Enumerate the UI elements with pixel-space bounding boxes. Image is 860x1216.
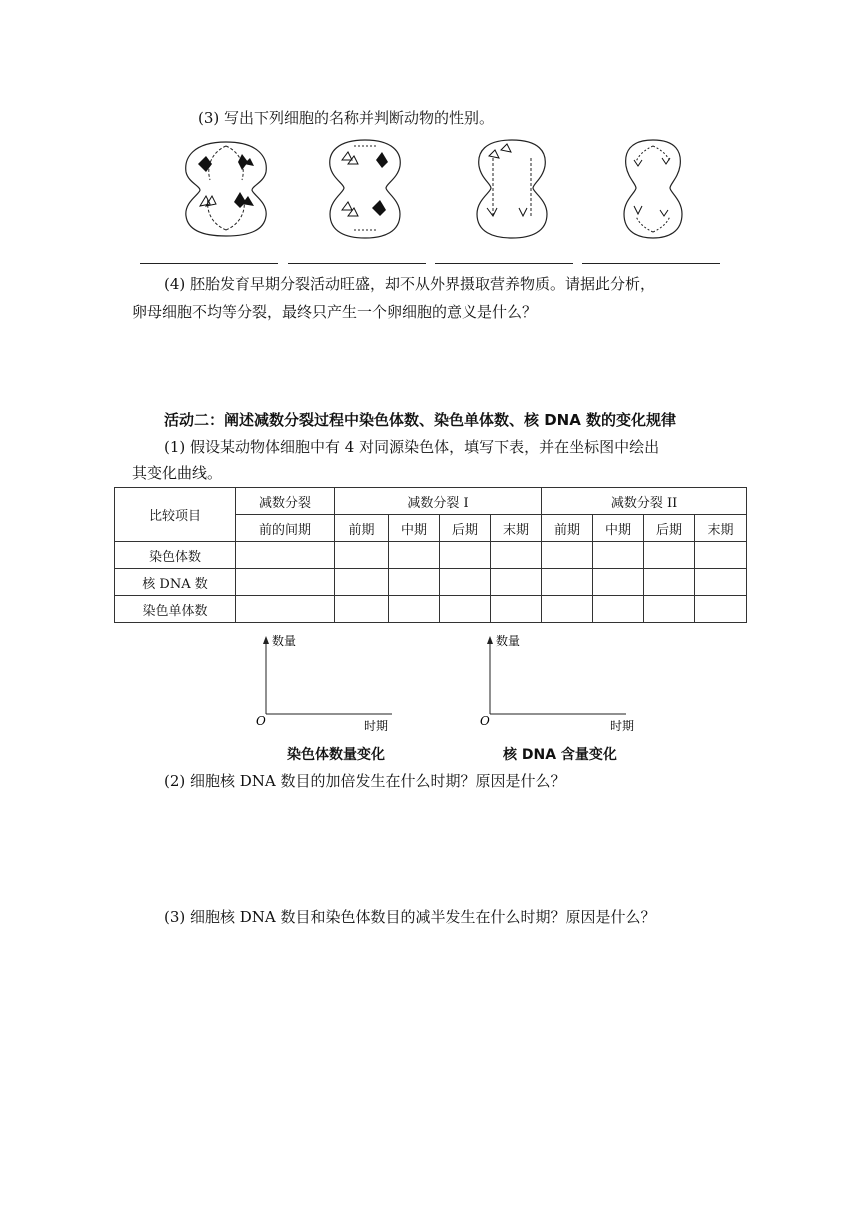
table-row xyxy=(115,596,747,623)
answer-blank-4[interactable] xyxy=(582,263,720,264)
header-interphase-line-1: 减数分裂 xyxy=(236,488,335,515)
header-m1-metaphase: 中期 xyxy=(389,515,440,542)
table-cell[interactable] xyxy=(644,569,695,596)
header-m1-telophase: 末期 xyxy=(491,515,542,542)
header-m1-prophase: 前期 xyxy=(335,515,389,542)
table-cell[interactable] xyxy=(695,596,747,623)
table-cell[interactable] xyxy=(389,542,440,569)
cell-figure-1 xyxy=(178,136,274,242)
header-meiosis-1: 减数分裂 I xyxy=(335,488,542,515)
row-label-chromatid: 染色单体数 xyxy=(115,596,236,623)
table-cell[interactable] xyxy=(389,569,440,596)
chart-2-ylabel: 数量 xyxy=(496,634,521,648)
chart-1-xlabel: 时期 xyxy=(364,719,389,733)
header-m2-anaphase: 后期 xyxy=(644,515,695,542)
answer-blank-3[interactable] xyxy=(435,263,573,264)
table-cell[interactable] xyxy=(593,569,644,596)
chart-2-origin: O xyxy=(480,714,490,728)
table-row xyxy=(115,542,747,569)
table-cell[interactable] xyxy=(440,542,491,569)
chart-2-caption: 核 DNA 含量变化 xyxy=(503,747,617,763)
table-cell[interactable] xyxy=(593,596,644,623)
table-cell[interactable] xyxy=(389,596,440,623)
table-cell[interactable] xyxy=(695,542,747,569)
table-cell[interactable] xyxy=(491,596,542,623)
table-cell[interactable] xyxy=(695,569,747,596)
answer-blank-2[interactable] xyxy=(288,263,426,264)
header-m2-telophase: 末期 xyxy=(695,515,747,542)
table-row xyxy=(115,569,747,596)
row-label-chromosome: 染色体数 xyxy=(115,542,236,569)
table-cell[interactable] xyxy=(491,542,542,569)
header-m2-metaphase: 中期 xyxy=(593,515,644,542)
cell-figure-4 xyxy=(620,136,686,242)
question-4-line-1: (4) 胚胎发育早期分裂活动旺盛，却不从外界摄取营养物质。请据此分析， xyxy=(164,275,656,293)
meiosis-table xyxy=(114,487,747,623)
header-m2-prophase: 前期 xyxy=(542,515,593,542)
chart-chromosome-axes[interactable] xyxy=(252,630,402,736)
activity-2-title: 活动二：阐述减数分裂过程中染色体数、染色单体数、核 DNA 数的变化规律 xyxy=(164,411,677,429)
table-cell[interactable] xyxy=(236,542,335,569)
table-cell[interactable] xyxy=(593,542,644,569)
table-cell[interactable] xyxy=(491,569,542,596)
table-cell[interactable] xyxy=(440,596,491,623)
table-cell[interactable] xyxy=(644,596,695,623)
question-4-line-2: 卵母细胞不均等分裂，最终只产生一个卵细胞的意义是什么？ xyxy=(132,303,538,321)
table-cell[interactable] xyxy=(236,596,335,623)
chart-1-ylabel: 数量 xyxy=(272,634,297,648)
header-m1-anaphase: 后期 xyxy=(440,515,491,542)
cell-figure-2 xyxy=(326,136,404,242)
header-compare-item: 比较项目 xyxy=(115,488,236,542)
header-meiosis-2: 减数分裂 II xyxy=(542,488,747,515)
row-label-nuclear-dna: 核 DNA 数 xyxy=(115,569,236,596)
activity-2-q1-line-2: 其变化曲线。 xyxy=(132,464,223,482)
table-cell[interactable] xyxy=(335,542,389,569)
table-cell[interactable] xyxy=(542,569,593,596)
table-cell[interactable] xyxy=(236,569,335,596)
activity-2-q1-line-1: (1) 假设某动物体细胞中有 4 对同源染色体，填写下表，并在坐标图中绘出 xyxy=(164,438,660,456)
chart-2-xlabel: 时期 xyxy=(610,719,635,733)
answer-blank-1[interactable] xyxy=(140,263,278,264)
question-3-text: (3) 写出下列细胞的名称并判断动物的性别。 xyxy=(198,109,495,127)
chart-1-origin: O xyxy=(256,714,266,728)
activity-2-q3: (3) 细胞核 DNA 数目和染色体数目的减半发生在什么时期？原因是什么？ xyxy=(164,908,656,926)
table-cell[interactable] xyxy=(542,596,593,623)
table-cell[interactable] xyxy=(335,596,389,623)
table-cell[interactable] xyxy=(542,542,593,569)
table-cell[interactable] xyxy=(440,569,491,596)
activity-2-q2: (2) 细胞核 DNA 数目的加倍发生在什么时期？原因是什么？ xyxy=(164,772,566,790)
table-cell[interactable] xyxy=(335,569,389,596)
cell-figure-3 xyxy=(473,136,551,242)
header-interphase-line-2: 前的间期 xyxy=(236,515,335,542)
chart-1-caption: 染色体数量变化 xyxy=(287,747,385,763)
chart-dna-axes[interactable] xyxy=(476,630,640,736)
table-cell[interactable] xyxy=(644,542,695,569)
